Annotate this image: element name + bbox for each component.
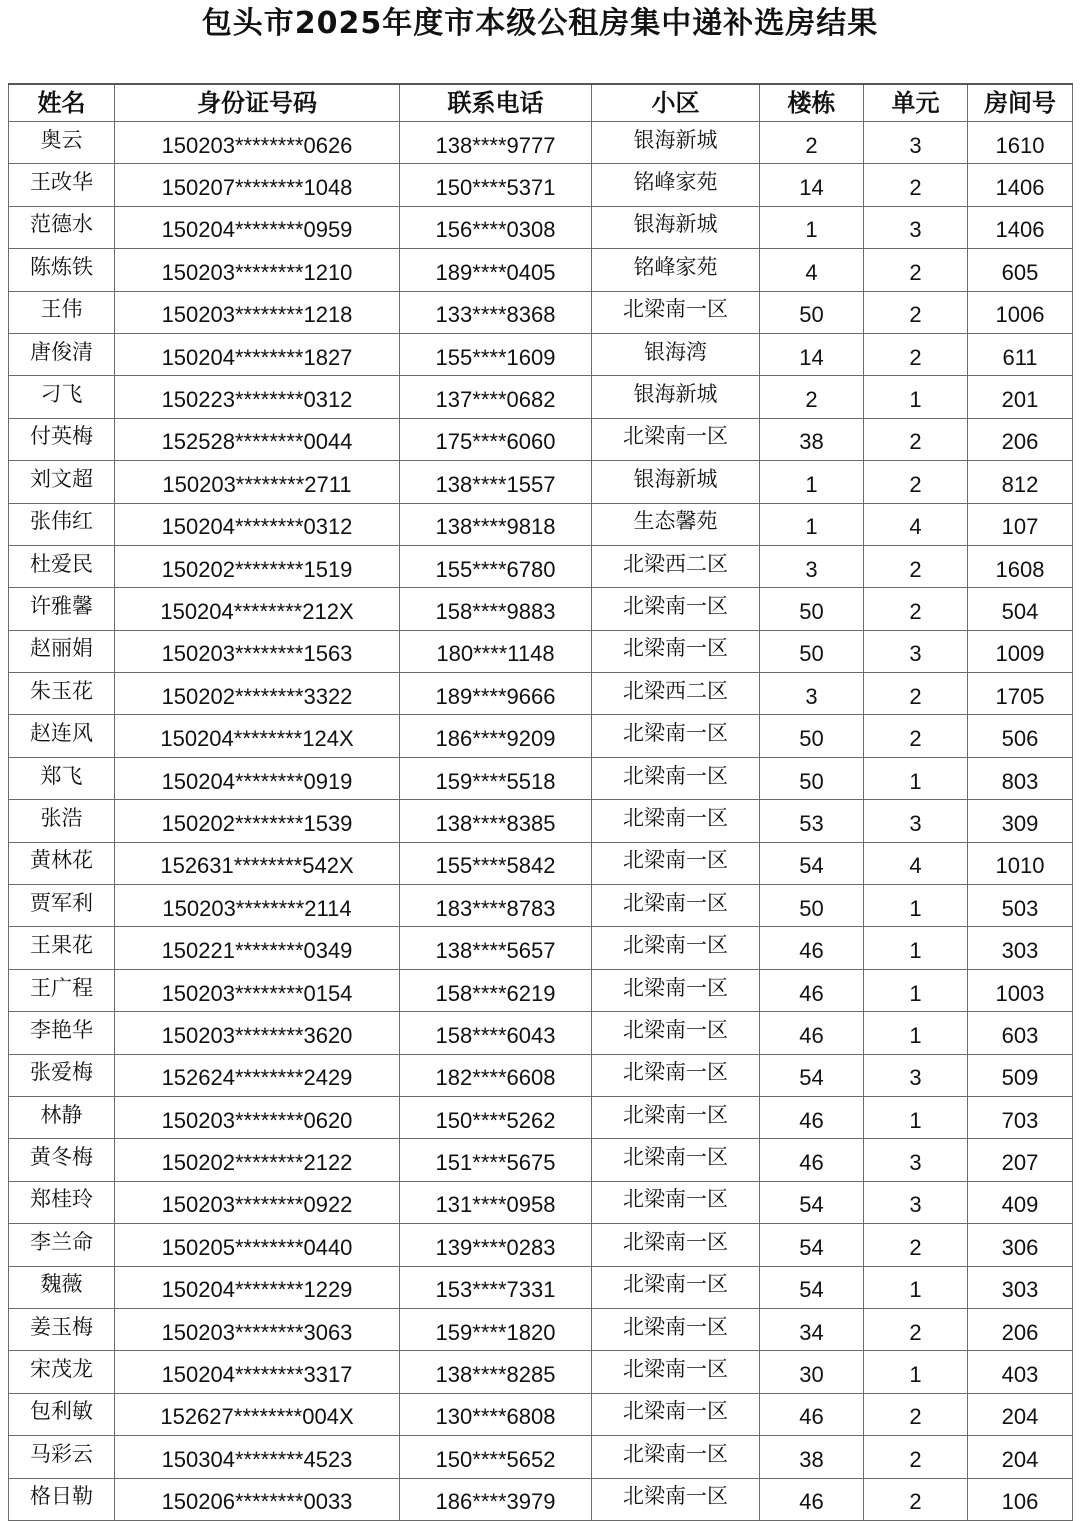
cell-phone: 156****0308 xyxy=(400,206,592,248)
cell-community: 北梁南一区 xyxy=(592,885,760,927)
table-row xyxy=(9,800,1073,842)
cell-room: 303 xyxy=(968,927,1073,969)
cell-name: 贾军利 xyxy=(9,885,115,927)
cell-building: 54 xyxy=(760,842,864,884)
cell-unit: 1 xyxy=(864,1266,968,1308)
cell-unit: 1 xyxy=(864,1012,968,1054)
table-row xyxy=(9,885,1073,927)
cell-name: 奥云 xyxy=(9,122,115,164)
table-row xyxy=(9,333,1073,375)
cell-name: 赵连风 xyxy=(9,715,115,757)
cell-building: 50 xyxy=(760,715,864,757)
cell-unit: 3 xyxy=(864,122,968,164)
table-row xyxy=(9,545,1073,587)
cell-name: 杜爱民 xyxy=(9,545,115,587)
table-row xyxy=(9,1224,1073,1266)
cell-building: 46 xyxy=(760,927,864,969)
table-row xyxy=(9,757,1073,799)
cell-community: 北梁南一区 xyxy=(592,1308,760,1350)
table-row xyxy=(9,715,1073,757)
cell-id-number: 150204********212X xyxy=(115,588,400,630)
cell-building: 54 xyxy=(760,1266,864,1308)
cell-room: 206 xyxy=(968,1308,1073,1350)
cell-building: 46 xyxy=(760,1139,864,1181)
cell-community: 北梁南一区 xyxy=(592,927,760,969)
table-row xyxy=(9,1478,1073,1520)
cell-unit: 1 xyxy=(864,1096,968,1138)
cell-phone: 138****9818 xyxy=(400,503,592,545)
cell-id-number: 152627********004X xyxy=(115,1393,400,1435)
table-row xyxy=(9,291,1073,333)
cell-room: 509 xyxy=(968,1054,1073,1096)
cell-building: 50 xyxy=(760,757,864,799)
cell-community: 北梁南一区 xyxy=(592,291,760,333)
cell-community: 北梁南一区 xyxy=(592,630,760,672)
cell-community: 北梁南一区 xyxy=(592,1436,760,1478)
cell-room: 403 xyxy=(968,1351,1073,1393)
cell-building: 46 xyxy=(760,1393,864,1435)
cell-phone: 130****6808 xyxy=(400,1393,592,1435)
cell-phone: 138****5657 xyxy=(400,927,592,969)
cell-unit: 2 xyxy=(864,1436,968,1478)
cell-phone: 155****1609 xyxy=(400,333,592,375)
cell-community: 铭峰家苑 xyxy=(592,164,760,206)
cell-name: 黄林花 xyxy=(9,842,115,884)
cell-phone: 138****8385 xyxy=(400,800,592,842)
cell-name: 唐俊清 xyxy=(9,333,115,375)
cell-phone: 153****7331 xyxy=(400,1266,592,1308)
cell-phone: 151****5675 xyxy=(400,1139,592,1181)
cell-building: 54 xyxy=(760,1181,864,1223)
cell-community: 银海湾 xyxy=(592,333,760,375)
cell-room: 506 xyxy=(968,715,1073,757)
cell-unit: 2 xyxy=(864,164,968,206)
table-row xyxy=(9,673,1073,715)
cell-community: 北梁南一区 xyxy=(592,969,760,1011)
cell-unit: 2 xyxy=(864,1478,968,1520)
cell-room: 1406 xyxy=(968,164,1073,206)
table-row xyxy=(9,1436,1073,1478)
cell-id-number: 150204********0959 xyxy=(115,206,400,248)
cell-id-number: 152631********542X xyxy=(115,842,400,884)
page-title: 包头市2025年度市本级公租房集中递补选房结果 xyxy=(201,6,879,41)
cell-phone: 182****6608 xyxy=(400,1054,592,1096)
cell-building: 46 xyxy=(760,969,864,1011)
cell-id-number: 150204********124X xyxy=(115,715,400,757)
cell-name: 王伟 xyxy=(9,291,115,333)
cell-id-number: 150205********0440 xyxy=(115,1224,400,1266)
cell-room: 611 xyxy=(968,333,1073,375)
cell-building: 2 xyxy=(760,122,864,164)
cell-room: 409 xyxy=(968,1181,1073,1223)
cell-unit: 2 xyxy=(864,1308,968,1350)
cell-unit: 3 xyxy=(864,206,968,248)
cell-id-number: 150204********1229 xyxy=(115,1266,400,1308)
cell-name: 王果花 xyxy=(9,927,115,969)
cell-community: 北梁南一区 xyxy=(592,1181,760,1223)
cell-room: 303 xyxy=(968,1266,1073,1308)
table-row xyxy=(9,461,1073,503)
table-row xyxy=(9,1012,1073,1054)
cell-community: 北梁南一区 xyxy=(592,1266,760,1308)
cell-community: 北梁西二区 xyxy=(592,545,760,587)
cell-phone: 155****5842 xyxy=(400,842,592,884)
cell-room: 106 xyxy=(968,1478,1073,1520)
cell-building: 46 xyxy=(760,1478,864,1520)
cell-unit: 1 xyxy=(864,376,968,418)
cell-name: 范德水 xyxy=(9,206,115,248)
cell-id-number: 150223********0312 xyxy=(115,376,400,418)
cell-phone: 175****6060 xyxy=(400,418,592,460)
cell-name: 张伟红 xyxy=(9,503,115,545)
cell-phone: 186****3979 xyxy=(400,1478,592,1520)
cell-building: 50 xyxy=(760,588,864,630)
cell-phone: 155****6780 xyxy=(400,545,592,587)
cell-unit: 1 xyxy=(864,885,968,927)
cell-id-number: 150203********1210 xyxy=(115,249,400,291)
cell-room: 812 xyxy=(968,461,1073,503)
cell-community: 铭峰家苑 xyxy=(592,249,760,291)
cell-building: 38 xyxy=(760,1436,864,1478)
table-row xyxy=(9,503,1073,545)
cell-building: 50 xyxy=(760,291,864,333)
cell-id-number: 150203********0922 xyxy=(115,1181,400,1223)
cell-id-number: 150206********0033 xyxy=(115,1478,400,1520)
cell-building: 46 xyxy=(760,1012,864,1054)
cell-phone: 186****9209 xyxy=(400,715,592,757)
cell-room: 1705 xyxy=(968,673,1073,715)
cell-phone: 133****8368 xyxy=(400,291,592,333)
table-row xyxy=(9,969,1073,1011)
results-table xyxy=(8,83,1073,1521)
cell-building: 46 xyxy=(760,1096,864,1138)
cell-building: 38 xyxy=(760,418,864,460)
cell-name: 赵丽娟 xyxy=(9,630,115,672)
table-row xyxy=(9,249,1073,291)
cell-phone: 138****8285 xyxy=(400,1351,592,1393)
cell-unit: 3 xyxy=(864,800,968,842)
cell-building: 14 xyxy=(760,164,864,206)
cell-unit: 2 xyxy=(864,291,968,333)
cell-room: 703 xyxy=(968,1096,1073,1138)
cell-room: 803 xyxy=(968,757,1073,799)
cell-building: 3 xyxy=(760,545,864,587)
header-community: 小区 xyxy=(592,84,760,122)
cell-phone: 183****8783 xyxy=(400,885,592,927)
table-row xyxy=(9,376,1073,418)
cell-name: 马彩云 xyxy=(9,1436,115,1478)
cell-unit: 1 xyxy=(864,969,968,1011)
cell-phone: 180****1148 xyxy=(400,630,592,672)
table-row xyxy=(9,630,1073,672)
cell-id-number: 150203********2711 xyxy=(115,461,400,503)
cell-community: 北梁南一区 xyxy=(592,1478,760,1520)
header-phone: 联系电话 xyxy=(400,84,592,122)
cell-phone: 158****6219 xyxy=(400,969,592,1011)
cell-name: 张浩 xyxy=(9,800,115,842)
cell-id-number: 150202********1519 xyxy=(115,545,400,587)
cell-room: 306 xyxy=(968,1224,1073,1266)
cell-building: 3 xyxy=(760,673,864,715)
cell-room: 504 xyxy=(968,588,1073,630)
cell-room: 1003 xyxy=(968,969,1073,1011)
cell-name: 宋茂龙 xyxy=(9,1351,115,1393)
cell-name: 刘文超 xyxy=(9,461,115,503)
cell-name: 王广程 xyxy=(9,969,115,1011)
cell-building: 54 xyxy=(760,1224,864,1266)
cell-building: 30 xyxy=(760,1351,864,1393)
cell-community: 北梁南一区 xyxy=(592,1351,760,1393)
cell-building: 53 xyxy=(760,800,864,842)
cell-unit: 2 xyxy=(864,715,968,757)
cell-name: 付英梅 xyxy=(9,418,115,460)
cell-room: 605 xyxy=(968,249,1073,291)
cell-id-number: 150202********3322 xyxy=(115,673,400,715)
cell-room: 206 xyxy=(968,418,1073,460)
cell-unit: 2 xyxy=(864,1393,968,1435)
cell-community: 北梁南一区 xyxy=(592,1139,760,1181)
cell-room: 503 xyxy=(968,885,1073,927)
cell-community: 北梁南一区 xyxy=(592,418,760,460)
cell-id-number: 150204********1827 xyxy=(115,333,400,375)
cell-unit: 2 xyxy=(864,588,968,630)
table-row xyxy=(9,1351,1073,1393)
cell-unit: 3 xyxy=(864,1181,968,1223)
cell-building: 14 xyxy=(760,333,864,375)
table-row xyxy=(9,927,1073,969)
table-row xyxy=(9,206,1073,248)
cell-room: 1608 xyxy=(968,545,1073,587)
cell-unit: 2 xyxy=(864,1224,968,1266)
cell-unit: 1 xyxy=(864,927,968,969)
cell-id-number: 150203********0620 xyxy=(115,1096,400,1138)
cell-building: 54 xyxy=(760,1054,864,1096)
cell-name: 林静 xyxy=(9,1096,115,1138)
cell-name: 张爱梅 xyxy=(9,1054,115,1096)
cell-id-number: 150204********0312 xyxy=(115,503,400,545)
header-id-number: 身份证号码 xyxy=(115,84,400,122)
table-row xyxy=(9,588,1073,630)
cell-room: 201 xyxy=(968,376,1073,418)
cell-room: 1006 xyxy=(968,291,1073,333)
cell-phone: 131****0958 xyxy=(400,1181,592,1223)
cell-community: 北梁南一区 xyxy=(592,1012,760,1054)
header-name: 姓名 xyxy=(9,84,115,122)
cell-name: 郑飞 xyxy=(9,757,115,799)
cell-unit: 1 xyxy=(864,1351,968,1393)
cell-id-number: 150203********1563 xyxy=(115,630,400,672)
cell-unit: 1 xyxy=(864,757,968,799)
cell-room: 1010 xyxy=(968,842,1073,884)
cell-id-number: 150203********1218 xyxy=(115,291,400,333)
cell-id-number: 150203********0154 xyxy=(115,969,400,1011)
cell-community: 银海新城 xyxy=(592,122,760,164)
cell-community: 北梁南一区 xyxy=(592,842,760,884)
cell-unit: 2 xyxy=(864,461,968,503)
cell-name: 刁飞 xyxy=(9,376,115,418)
cell-unit: 2 xyxy=(864,673,968,715)
cell-name: 许雅馨 xyxy=(9,588,115,630)
cell-phone: 138****1557 xyxy=(400,461,592,503)
cell-community: 北梁南一区 xyxy=(592,757,760,799)
cell-unit: 4 xyxy=(864,503,968,545)
cell-name: 李兰命 xyxy=(9,1224,115,1266)
cell-building: 1 xyxy=(760,206,864,248)
cell-name: 王改华 xyxy=(9,164,115,206)
table-row xyxy=(9,1054,1073,1096)
header-room: 房间号 xyxy=(968,84,1073,122)
cell-community: 银海新城 xyxy=(592,206,760,248)
cell-phone: 159****1820 xyxy=(400,1308,592,1350)
cell-name: 朱玉花 xyxy=(9,673,115,715)
cell-room: 603 xyxy=(968,1012,1073,1054)
header-row xyxy=(9,84,1073,122)
cell-building: 4 xyxy=(760,249,864,291)
cell-name: 陈炼铁 xyxy=(9,249,115,291)
cell-id-number: 150207********1048 xyxy=(115,164,400,206)
cell-phone: 189****9666 xyxy=(400,673,592,715)
table-row xyxy=(9,122,1073,164)
table-row xyxy=(9,418,1073,460)
cell-id-number: 150203********0626 xyxy=(115,122,400,164)
cell-id-number: 150203********3063 xyxy=(115,1308,400,1350)
cell-building: 50 xyxy=(760,885,864,927)
cell-unit: 4 xyxy=(864,842,968,884)
cell-name: 魏薇 xyxy=(9,1266,115,1308)
table-row xyxy=(9,1266,1073,1308)
cell-phone: 150****5262 xyxy=(400,1096,592,1138)
cell-id-number: 150221********0349 xyxy=(115,927,400,969)
cell-phone: 150****5652 xyxy=(400,1436,592,1478)
cell-building: 1 xyxy=(760,503,864,545)
cell-room: 204 xyxy=(968,1393,1073,1435)
cell-community: 北梁南一区 xyxy=(592,715,760,757)
cell-community: 北梁南一区 xyxy=(592,1224,760,1266)
cell-id-number: 150204********3317 xyxy=(115,1351,400,1393)
cell-community: 北梁西二区 xyxy=(592,673,760,715)
cell-community: 北梁南一区 xyxy=(592,588,760,630)
cell-room: 107 xyxy=(968,503,1073,545)
table-row xyxy=(9,1393,1073,1435)
cell-phone: 189****0405 xyxy=(400,249,592,291)
cell-community: 北梁南一区 xyxy=(592,1096,760,1138)
cell-id-number: 152624********2429 xyxy=(115,1054,400,1096)
table-row xyxy=(9,1096,1073,1138)
cell-community: 北梁南一区 xyxy=(592,1054,760,1096)
header-unit: 单元 xyxy=(864,84,968,122)
cell-community: 生态馨苑 xyxy=(592,503,760,545)
cell-phone: 159****5518 xyxy=(400,757,592,799)
cell-building: 1 xyxy=(760,461,864,503)
cell-unit: 2 xyxy=(864,545,968,587)
cell-name: 李艳华 xyxy=(9,1012,115,1054)
cell-phone: 158****6043 xyxy=(400,1012,592,1054)
cell-id-number: 150204********0919 xyxy=(115,757,400,799)
cell-room: 1406 xyxy=(968,206,1073,248)
table-row xyxy=(9,1181,1073,1223)
cell-name: 包利敏 xyxy=(9,1393,115,1435)
cell-id-number: 150304********4523 xyxy=(115,1436,400,1478)
table-row xyxy=(9,842,1073,884)
cell-name: 黄冬梅 xyxy=(9,1139,115,1181)
cell-community: 北梁南一区 xyxy=(592,800,760,842)
cell-unit: 2 xyxy=(864,249,968,291)
cell-unit: 3 xyxy=(864,1054,968,1096)
cell-community: 银海新城 xyxy=(592,376,760,418)
cell-unit: 3 xyxy=(864,1139,968,1181)
cell-unit: 3 xyxy=(864,630,968,672)
cell-phone: 138****9777 xyxy=(400,122,592,164)
cell-building: 34 xyxy=(760,1308,864,1350)
cell-unit: 2 xyxy=(864,333,968,375)
cell-id-number: 150203********2114 xyxy=(115,885,400,927)
cell-room: 204 xyxy=(968,1436,1073,1478)
cell-id-number: 152528********0044 xyxy=(115,418,400,460)
table-row xyxy=(9,164,1073,206)
cell-room: 1009 xyxy=(968,630,1073,672)
cell-name: 格日勒 xyxy=(9,1478,115,1520)
cell-community: 北梁南一区 xyxy=(592,1393,760,1435)
table-row xyxy=(9,1308,1073,1350)
cell-id-number: 150203********3620 xyxy=(115,1012,400,1054)
cell-unit: 2 xyxy=(864,418,968,460)
cell-name: 郑桂玲 xyxy=(9,1181,115,1223)
cell-room: 309 xyxy=(968,800,1073,842)
cell-room: 207 xyxy=(968,1139,1073,1181)
cell-phone: 158****9883 xyxy=(400,588,592,630)
cell-community: 银海新城 xyxy=(592,461,760,503)
cell-phone: 139****0283 xyxy=(400,1224,592,1266)
header-building: 楼栋 xyxy=(760,84,864,122)
cell-room: 1610 xyxy=(968,122,1073,164)
cell-id-number: 150202********2122 xyxy=(115,1139,400,1181)
table-row xyxy=(9,1139,1073,1181)
cell-phone: 137****0682 xyxy=(400,376,592,418)
cell-phone: 150****5371 xyxy=(400,164,592,206)
cell-name: 姜玉梅 xyxy=(9,1308,115,1350)
cell-building: 50 xyxy=(760,630,864,672)
cell-building: 2 xyxy=(760,376,864,418)
cell-id-number: 150202********1539 xyxy=(115,800,400,842)
